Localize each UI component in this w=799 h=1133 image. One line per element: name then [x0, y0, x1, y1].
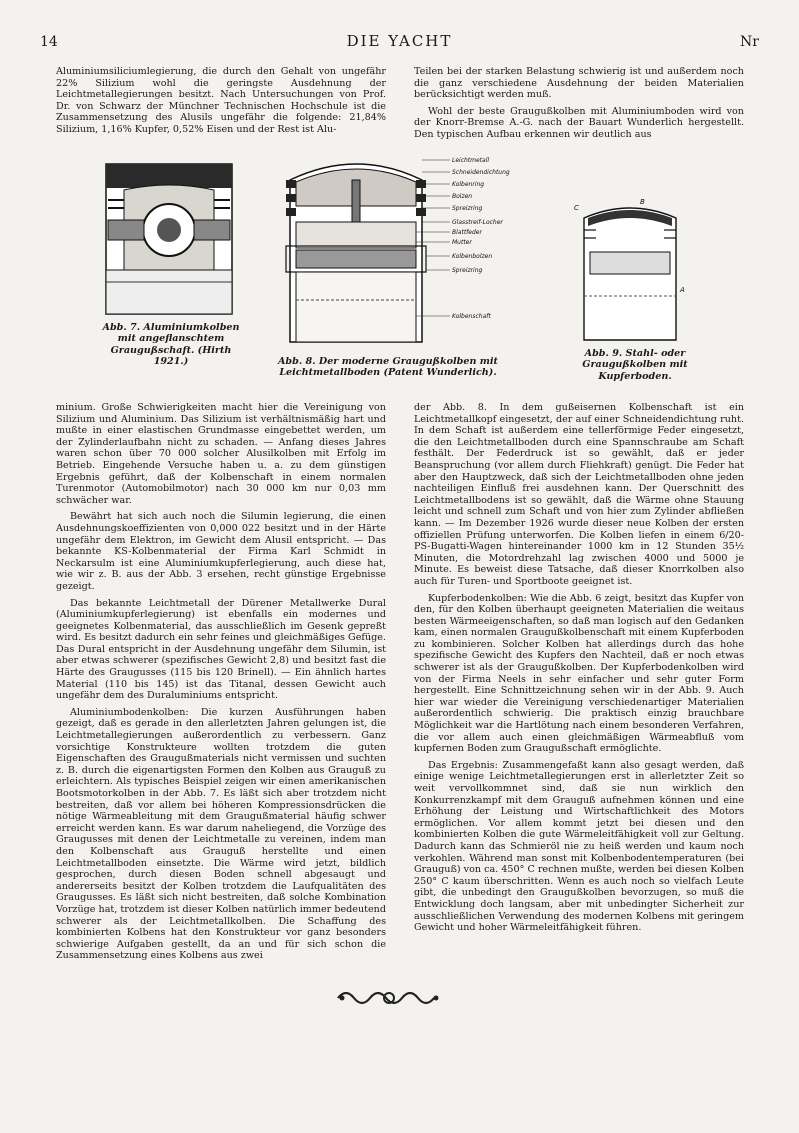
fig8-label: Kolbenring	[452, 181, 485, 188]
fig8-label: Schneidendichtung	[452, 169, 510, 176]
figure-9-piston-drawing	[566, 196, 696, 346]
fig8-label: Blattfeder	[452, 229, 482, 236]
fig9-label: C	[574, 204, 579, 212]
fig8-label: Kolbenschaft	[452, 313, 491, 320]
issue-number: Nr	[740, 34, 759, 50]
journal-title: DIE YACHT	[346, 32, 453, 50]
paragraph: Das bekannte Leichtmetall der Dürener Metallwerke Dural (Aluminiumkupferlegierung) ist ebenfalls ein modernes und geeignetes Kolbenmaterial, das ausschließlich im Gesenk gepreßt wird. Es besitzt dadurch ein sehr feines und gleichmäßiges Gefüge. Das Dural entspricht in der Ausdehnung ungefähr dem Silumin, ist aber etwas schwerer (spezifisches Gewicht 2,8) und besitzt fast die Härte des Graugusses (115 bis 120 Brinell). — Ein ähnlich hartes Material (110 bis 145) ist das Titanal, dessen Gewicht auch ungefähr dem des Duraluminiums entspricht.	[56, 597, 386, 702]
figure-7-piston-drawing	[94, 150, 244, 320]
paragraph: Teilen bei der starken Belastung schwierig ist und außerdem noch die ganz verschiedene Ausdehnung der beiden Materialien berücksichtigt werden muß.	[414, 66, 744, 101]
fig8-label: Mutter	[452, 239, 472, 246]
top-left-column	[56, 66, 386, 141]
fig8-label: Kolbenbolzen	[452, 253, 493, 260]
paragraph: minium. Große Schwierigkeiten macht hier die Vereinigung von Silizium und Aluminium. Das Silizium ist verhältnismäßig hart und mußte in einer elastischen Grundmasse eingebettet werden, um der Zylinderlaufbahn nicht zu schaden. — Anfang dieses Jahres waren schon über 70 000 solcher Alusilkolben mit Erfolg im Betrieb. Eingehende Versuche haben u. a. zu dem günstigen Ergebnis geführt, daß der Kolbenschaft in einem normalen Turenmotor (Automobilmotor) nach 30 000 km nur 0,03 mm schwächer war.	[56, 402, 386, 506]
paragraph: Das Ergebnis: Zusammengefaßt kann also gesagt werden, daß einige wenige Leichtmetallegierungen erst in allerletzter Zeit so weit vervollkommnet sind, daß sie nun wirklich den Konkurrenzkampf mit dem Grauguß aufnehmen können und eine Erhöhung der Leistung und Wirtschaftlichkeit des Motors ermöglichen. Vor allem kommt jetzt bei diesen und den kombinierten Kolben die gute Wärmeleitfähigkeit voll zur Geltung. Dadurch kann das Schmieröl nie zu heiß werden und kaum noch verkohlen. Während man sonst mit Kolbenbodentemperaturen (bei Grauguß) von ca. 450° C rechnen mußte, werden bei diesen Kolben 250° C kaum überschritten. Wenn es auch noch so vielfach Leute gibt, die unbedingt den Graugußkolben bevorzugen, so muß die Entwicklung doch langsam, aber mit unbedingter Sicherheit zur ausschließlichen Verwendung des modernen Kolbens mit geringem Gewicht und hoher Wärmeleitfähigkeit führen.	[414, 759, 744, 934]
fig8-label: Spreizring	[452, 205, 483, 212]
fig8-label: Spreizring	[452, 267, 483, 274]
fig8-label: Glasstreif-Locher	[452, 219, 503, 226]
page-number: 14	[40, 34, 58, 50]
paragraph: Aluminiumsiliciumlegierung, die durch den Gehalt von ungefähr 22% Silizium wohl die geringste Ausdehnung der Leichtmetallegierungen besitzt. Nach Untersuchungen von Prof. Dr. von Schwarz der Münchner Technischen Hochschule ist die Zusammensetzung des Alusils ungefähr die folgende: 21,84% Silizium, 1,16% Kupfer, 0,52% Eisen und der Rest ist Alu-	[56, 66, 386, 135]
fig9-label: A	[680, 286, 685, 294]
figure-8-caption: Abb. 8. Der moderne Graugußkolben mit Leichtmetallboden (Patent Wunderlich).	[277, 356, 498, 379]
figure-9-caption: Abb. 9. Stahl- oder Graugußkolben mit Kupferboden.	[582, 348, 688, 382]
figure-7-caption: Abb. 7. Aluminiumkolben mit angeflanschtem Graugußschaft. (Hirth 1921.)	[102, 322, 240, 368]
paragraph: Kupferbodenkolben: Wie die Abb. 6 zeigt, besitzt das Kupfer von den, für den Kolben überhaupt geeigneten Materialien die weitaus besten Wärmeeigenschaften, so daß man logisch auf den Gedanken kam, einen normalen Graugußkolbenschaft mit einem Kupferboden zu kombinieren. Solcher Kolben hat allerdings durch das hohe spezifische Gewicht des Kupfers den Nachteil, daß er noch etwas schwerer ist als der Graugußkolben. Der Kupferbodenkolben wird von der Firma Neels in sehr einfacher und sehr guter Form hergestellt. Eine Schnittzeichnung sehen wir in der Abb. 9. Auch hier war wieder die Vereinigung verschiedenartiger Materialien außerordentlich schwierig. Die praktisch einzig brauchbare Möglichkeit war die Hartlötung nach einem besonderen Verfahren, die vor allem auch einen gleichmäßigen Wärmeabfluß vom kupfernen Boden zum Graugußschaft ermöglichte.	[414, 592, 744, 755]
paragraph: Aluminiumbodenkolben: Die kurzen Ausführungen haben gezeigt, daß es gerade in den allerletzten Jahren gelungen ist, die Leichtmetallegierungen außerordentlich zu verbessern. Ganz vorsichtige Konstrukteure wollten trotzdem die guten Eigenschaften des Graugußmaterials nicht vermissen und suchten z. B. durch die eigenartigsten Formen den Kolben aus Grauguß zu erleichtern. Als typisches Beispiel zeigen wir einen amerikanischen Bootsmotorkolben in der Abb. 7. Es läßt sich aber trotzdem nicht bestreiten, daß vor allem bei höheren Kompressionsdrücken die nötige Wärmeableitung mit dem Graugußmaterial häufig schwer erreicht werden kann. Es war darum naheliegend, die Vorzüge des Graugusses mit denen der Leichtmetalle zu vereinen, indem man den Kolbenschaft aus Grauguß herstellte und einen Leichtmetallboden einsetzte. Die Wärme wird jetzt, bildlich gesprochen, durch diesen Boden schnell abgesaugt und andererseits besitzt der Kolben trotzdem die Laufqualitäten des Graugusses. Es läßt sich nicht bestreiten, daß solche Kombination Vorzüge hat, trotzdem ist dieser Kolben natürlich immer bedeutend schwerer als der Leichtmetallkolben. Die Schaffung des kombinierten Kolbens hat den Konstrukteur vor ganz besonders schwierige Aufgaben gestellt, da an und für sich schon die Zusammensetzung eines Kolbens aus zwei	[56, 706, 386, 962]
paragraph: Bewährt hat sich auch noch die Silumin legierung, die einen Ausdehnungskoeffizienten von 0,000 022 besitzt und in der Härte ungefähr dem Elektron, im Gewicht dem Alusil entspricht. — Das bekannte KS-Kolbenmaterial der Firma Karl Schmidt in Neckarsulm ist eine Aluminiumkupferlegierung, auch diese hat, wie wir z. B. aus der Abb. 3 ersehen, recht günstige Ergebnisse gezeigt.	[56, 511, 386, 592]
right-column	[414, 402, 744, 939]
fig8-label: Bolzen	[452, 193, 473, 200]
left-column	[56, 402, 386, 967]
fig8-label: Leichtmetall	[452, 157, 490, 164]
fig9-label: B	[640, 198, 645, 206]
ornament-icon	[334, 986, 444, 1010]
top-right-column	[414, 66, 744, 146]
figure-8-piston-drawing	[282, 150, 510, 350]
paragraph: der Abb. 8. In dem gußeisernen Kolbenschaft ist ein Leichtmetallkopf eingesetzt, der auf einer Schneidendichtung ruht. In dem Schaft ist außerdem eine tellerförmige Feder eingesetzt, die den Leichtmetallboden durch eine Spannschraube am Schaft festhält. Der Federdruck ist so gewählt, daß er jeder Beanspruchung (vor allem durch Fliehkraft) genügt. Die Feder hat aber den Hauptzweck, daß sich der Leichtmetallboden ohne jeden nachteiligen Einfluß frei ausdehnen kann. Der Querschnitt des Leichtmetallbodens ist so gewählt, daß die Wärme ohne Stauung leicht und schnell zum Schaft und von hier zum Zylinder abfließen kann. — Im Dezember 1926 wurde dieser neue Kolben der ersten offiziellen Prüfung unterworfen. Die Kolben liefen in einem 6/20-PS-Bugatti-Wagen hintereinander 1000 km in 12 Stunden 35½ Minuten, die Motordrehzahl lag zwischen 4000 und 5000 je Minute. Es beweist diese Tatsache, daß dieser Knorrkolben also auch für Turen- und Sportboote geeignet ist.	[414, 402, 744, 587]
paragraph: Wohl der beste Graugußkolben mit Aluminiumboden wird von der Knorr-Bremse A.-G. nach der Bauart Wunderlich hergestellt. Den typischen Aufbau erkennen wir deutlich aus	[414, 105, 744, 140]
